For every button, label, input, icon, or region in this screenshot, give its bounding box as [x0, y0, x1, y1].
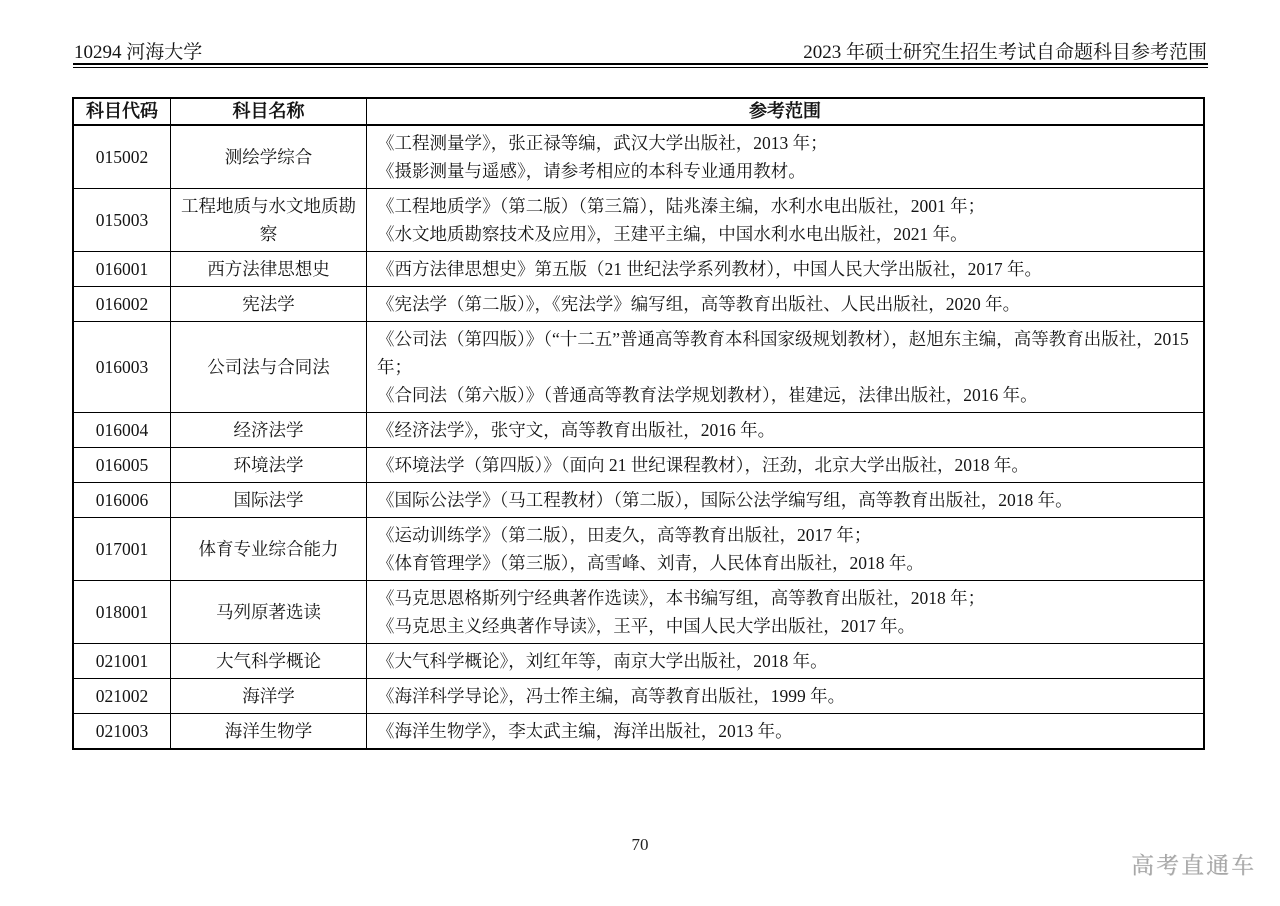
reference-cell [367, 581, 1205, 644]
reference-line: 《运动训练学》（第二版），田麦久，高等教育出版社，2017 年； [377, 525, 872, 545]
reference-line: 《宪法学（第二版）》，《宪法学》编写组，高等教育出版社、人民出版社，2020 年。 [377, 294, 1021, 314]
table-row [73, 322, 1204, 413]
subject-code-cell: 016004 [73, 413, 171, 448]
subject-table [72, 97, 1205, 750]
reference-line: 《西方法律思想史》第五版（21 世纪法学系列教材），中国人民大学出版社，2017 年。 [377, 259, 1042, 279]
reference-cell [367, 679, 1205, 714]
table-row [73, 252, 1204, 287]
table-row [73, 413, 1204, 448]
page-header [74, 42, 1207, 64]
reference-cell [367, 644, 1205, 679]
reference-line: 《环境法学（第四版）》（面向 21 世纪课程教材），汪劲，北京大学出版社，2018 年。 [377, 455, 1029, 475]
reference-cell [367, 322, 1205, 413]
subject-name-cell: 体育专业综合能力 [171, 518, 367, 581]
subject-code-cell: 015002 [73, 125, 171, 189]
subject-name-cell: 宪法学 [171, 287, 367, 322]
reference-line: 《经济法学》，张守文，高等教育出版社，2016 年。 [377, 420, 776, 440]
subject-code-cell: 018001 [73, 581, 171, 644]
table-row [73, 483, 1204, 518]
watermark: 高考直通车 [1131, 852, 1256, 878]
reference-cell [367, 287, 1205, 322]
subject-code-cell: 016002 [73, 287, 171, 322]
table-row [73, 714, 1204, 750]
reference-line: 《国际公法学》（马工程教材）（第二版），国际公法学编写组，高等教育出版社，2018 年。 [377, 490, 1073, 510]
reference-cell [367, 448, 1205, 483]
reference-line: 《马克思恩格斯列宁经典著作选读》，本书编写组，高等教育出版社，2018 年； [377, 588, 986, 608]
subject-name-cell: 海洋学 [171, 679, 367, 714]
subject-code-cell: 016005 [73, 448, 171, 483]
reference-cell [367, 483, 1205, 518]
school-code-and-name: 10294 河海大学 [74, 42, 203, 63]
column-header-subject-code: 科目代码 [73, 98, 171, 125]
reference-cell [367, 518, 1205, 581]
reference-cell [367, 125, 1205, 189]
subject-code-cell: 015003 [73, 189, 171, 252]
reference-line: 《摄影测量与遥感》，请参考相应的本科专业通用教材。 [377, 161, 806, 181]
subject-name-cell: 海洋生物学 [171, 714, 367, 750]
column-header-reference-range: 参考范围 [367, 98, 1205, 125]
subject-name-cell: 测绘学综合 [171, 125, 367, 189]
subject-code-cell: 021003 [73, 714, 171, 750]
reference-cell [367, 714, 1205, 750]
subject-name-cell: 经济法学 [171, 413, 367, 448]
reference-line: 《公司法（第四版）》（“十二五”普通高等教育本科国家级规划教材），赵旭东主编，高等教育出版社，2015 年； [377, 329, 1189, 377]
table-body [73, 125, 1204, 749]
reference-line: 《海洋科学导论》，冯士筰主编，高等教育出版社，1999 年。 [377, 686, 846, 706]
table-row [73, 679, 1204, 714]
subject-name-cell: 公司法与合同法 [171, 322, 367, 413]
table-row [73, 644, 1204, 679]
column-header-subject-name: 科目名称 [171, 98, 367, 125]
subject-name-cell: 马列原著选读 [171, 581, 367, 644]
subject-name-cell: 西方法律思想史 [171, 252, 367, 287]
table-row [73, 189, 1204, 252]
subject-name-cell: 国际法学 [171, 483, 367, 518]
reference-cell [367, 252, 1205, 287]
subject-name-cell: 工程地质与水文地质勘察 [171, 189, 367, 252]
reference-line: 《大气科学概论》，刘红年等，南京大学出版社，2018 年。 [377, 651, 828, 671]
table-row [73, 287, 1204, 322]
reference-line: 《工程测量学》，张正禄等编，武汉大学出版社，2013 年； [377, 133, 828, 153]
table-header-row [73, 98, 1204, 125]
subject-name-cell: 环境法学 [171, 448, 367, 483]
subject-code-cell: 016001 [73, 252, 171, 287]
subject-code-cell: 021002 [73, 679, 171, 714]
reference-line: 《合同法（第六版）》（普通高等教育法学规划教材），崔建远，法律出版社，2016 年。 [377, 385, 1038, 405]
reference-line: 《体育管理学》（第三版），高雪峰、刘青，人民体育出版社，2018 年。 [377, 553, 924, 573]
reference-cell [367, 189, 1205, 252]
document-title: 2023 年硕士研究生招生考试自命题科目参考范围 [803, 42, 1207, 63]
reference-line: 《海洋生物学》，李太武主编，海洋出版社，2013 年。 [377, 721, 793, 741]
table-row [73, 448, 1204, 483]
table-row [73, 518, 1204, 581]
header-rule [73, 63, 1208, 68]
reference-cell [367, 413, 1205, 448]
subject-code-cell: 021001 [73, 644, 171, 679]
page-number: 70 [631, 835, 649, 854]
table-row [73, 581, 1204, 644]
subject-code-cell: 016003 [73, 322, 171, 413]
subject-code-cell: 016006 [73, 483, 171, 518]
reference-line: 《水文地质勘察技术及应用》，王建平主编，中国水利水电出版社，2021 年。 [377, 224, 968, 244]
subject-name-cell: 大气科学概论 [171, 644, 367, 679]
reference-line: 《马克思主义经典著作导读》，王平，中国人民大学出版社，2017 年。 [377, 616, 916, 636]
subject-code-cell: 017001 [73, 518, 171, 581]
table-row [73, 125, 1204, 189]
reference-line: 《工程地质学》（第二版）（第三篇），陆兆溱主编，水利水电出版社，2001 年； [377, 196, 986, 216]
